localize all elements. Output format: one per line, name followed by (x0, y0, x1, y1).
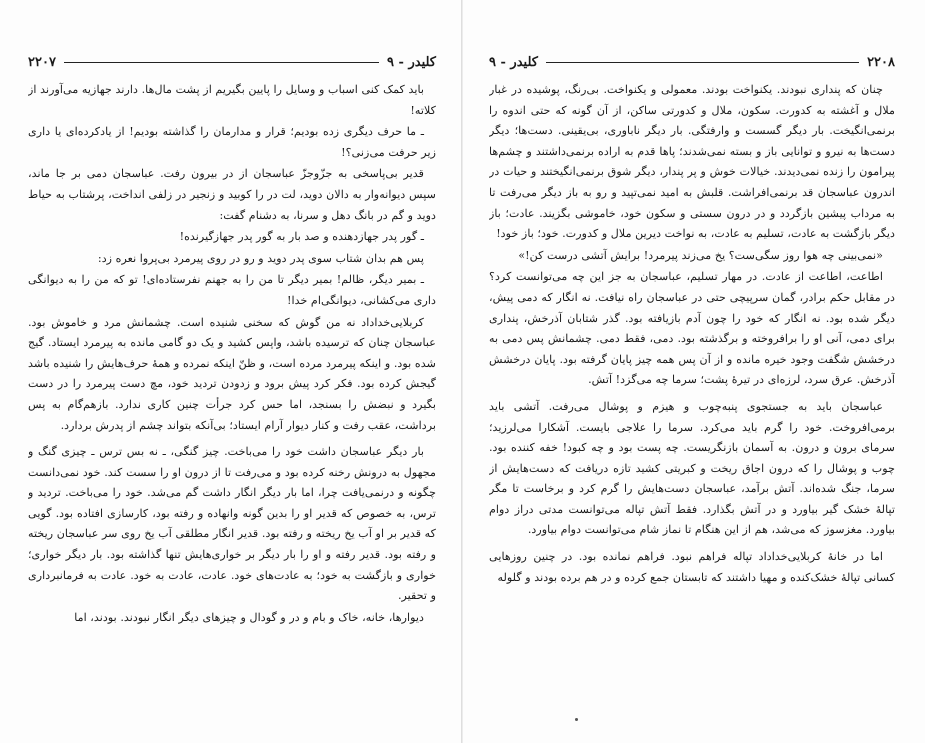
left-page-body (28, 80, 436, 715)
left-running-head: کلیدر - ۹ (387, 54, 436, 70)
paragraph: «نمی‌بینی چه هوا روز سگی‌ست؟ یخ می‌زند پیرمرد! برایش آتشی درست کن!» (518, 248, 883, 262)
paragraph: کربلایی‌خداداد نه من گوش که سخنی شنیده است. چشمانش مرد و خاموش بود. عباسجان چنان که ترسیده باشد، واپس کشید و یک دو گامی مانده به پیرمرد ایستاد. گیج شده بود. و اینکه پیرمرد مرده است، و ظنّ اینکه نمرده و همهٔ حرف‌هایش را شنیده باشد گیجش کرده بود. فکر کرد پیش برود و زدودن تردید خود، مچ دست پیرمرد را در دست بگیرد و نبضش را بسنجد، اما حس کرد جرأت چنین کاری ندارد. بازهم‌گام به پس برداشت، عقب رفت و کنار دیوار آرام ایستاد؛ بی‌آنکه بتواند چشم از پدرش بردارد. (28, 315, 436, 432)
paragraph: قدیر بی‌پاسخی به جزّوجزّ عباسجان از در بیرون رفت. عباسجان دمی بر جا ماند، سپس دیوانه‌وار به دالان دوید، لت در را کوبید و زنجیر در زلفی انداخت، پرشتاب به حیاط دوید و گم در بانگ دهل و سرنا، به دشنام گفت: (28, 167, 436, 222)
header-rule (64, 62, 379, 63)
paragraph: اطاعت، اطاعت از عادت. در مهار تسلیم، عباسجان به جز این چه می‌توانست کرد؟ در مقابل حکم برادر، گمان سرپیچی حتی در عباسجان راه نیافت. نه انگار که دمی پیش، دیگر شده بود. نه انگار که خود را چون آدم بازیافته بود. گذر شتابان آذرخش، پنداری برای دمی، آنی او را برافروخته و برگذشته بود. دمی، فقط دمی. چشمانش پس دمی به درخشش شگفت وجود خیره مانده و از آن پس همه چیز پایان گرفته بود. پایان درخشش آذرخش. عرق سرد، لرزه‌ای در تیرهٔ پشت؛ سرما چه می‌گزد! آتش. (489, 270, 895, 387)
paragraph: ـ بمیر دیگر، ظالم! بمیر دیگر تا من را به جهنم نفرستاده‌ای! تو که من را به دیوانگی داری می‌کشانی، دیوانگی‌ام خدا! (28, 273, 436, 307)
right-page-header (489, 52, 895, 72)
paragraph: ـ ما حرف دیگری زده بودیم؛ قرار و مدارمان را گذاشته بودیم! از یادکرده‌ای یا داری زیر حرفت می‌زنی؟! (28, 125, 436, 159)
left-page (0, 0, 462, 743)
print-speck (575, 718, 578, 721)
left-page-number: ۲۲۰۷ (28, 54, 56, 70)
right-page-body (489, 80, 895, 715)
paragraph: اما در خانهٔ کربلایی‌خداداد تپاله فراهم نبود. فراهم نمانده بود. در چنین روزهایی کسانی تپالهٔ خشک‌کنده و مهیا داشتند که تابستان جمع کرده و در هم برده بودند و گلوله (489, 550, 895, 584)
paragraph: بار دیگر عباسجان داشت خود را می‌باخت. چیز گنگی، ـ نه بس ترس ـ چیزی گنگ و مجهول به درونش رخنه کرده بود و می‌رفت تا از درون او را سست کند. خود نمی‌دانست چگونه و درنمی‌یافت چرا، اما بار دیگر انگار داشت گم می‌شد. خود را می‌باخت. تردید و ترس، به خصوص که قدیر او را بدین گونه وانهاده و رفته بود، کارسازی افتاده بود. گویی که قدیر بر او آب یخ ریخته و رفته بود. قدیر انگار مطلقی آب یخ روی سر عباسجان ریخته و رفته بود. قدیر رفته و او را بار دیگر بر خواری‌هایش تنها گذاشته بود. بار دیگر خواری؛ خواری و بازگشت به خود؛ به عادت‌های خود. عادت، عادت به خود. عادت به فرمانبرداری و تحقیر. (28, 445, 436, 603)
right-running-head: کلیدر - ۹ (489, 54, 538, 70)
header-rule (546, 62, 859, 63)
paragraph: عباسجان باید به جستجوی پنبه‌چوب و هیزم و پوشال می‌رفت. آتشی باید برمی‌افروخت. خود را گرم باید می‌کرد. سرما را علاجی بایست. آشکارا می‌لرزید؛ سرمای برون و درون. به آسمان بازنگریست. چه پست بود و چه کبود! خفه کننده بود. چوب و پوشال را که درون اجاق ریخت و کبریتی کشید تازه دریافت که دست‌هایش از سرما، جنگ شده‌اند. آتش برآمد، عباسجان دست‌هایش را گرم کرد و برخاست تا مگر تپالهٔ خشک گیر بیاورد و در آتش بگذارد. فقط آتش تپاله می‌توانست مدتی دراز دوام بیاورد. مغزسوز که می‌شد، هم از این هنگام تا نماز شام می‌توانست دوام بیاورد. (489, 399, 895, 537)
right-page-number: ۲۲۰۸ (867, 54, 895, 70)
paragraph: پس هم بدان شتاب سوی پدر دوید و رو در روی پیرمرد بی‌پروا نعره زد: (97, 251, 424, 265)
paragraph: ـ گور پدر جهازدهنده و صد بار به گور پدر جهازگیرنده! (179, 230, 424, 244)
left-page-header (28, 52, 436, 72)
right-page (463, 0, 925, 743)
paragraph: باید کمک کنی اسباب و وسایل را پایین بگیریم از پشت مال‌ها. دارند جهازیه می‌آورند از کلاته! (28, 83, 436, 117)
paragraph: دیوارها، خانه، خاک و بام و در و گودال و چیزهای دیگر انگار نبودند. بودند، اما (74, 610, 424, 624)
paragraph: چنان که پنداری نبودند. یکنواخت بودند. معمولی و یکنواخت. بی‌رنگ، پوشیده در غبار ملال و آغشته به کدورت. سکون، ملال و کدورتی ساکن، از آن گونه که حتی اندوه را برنمی‌انگیخت. بار دیگر گسست و وارفتگی. بار دیگر ناباوری، بی‌یقینی. دست‌ها؛ دیگر دست‌ها به نیرو و توانایی باز و بسته نمی‌شدند؛ پاها قدم به اراده برنمی‌داشتند و چشم‌ها پیرامون را زنده نمی‌دیدند. خیالات خوش و پر پندار، دیگر شوق برنمی‌انگیختند و حیات در اندرون عباسجان قد برنمی‌افراشت. قلبش به امید نمی‌تپید و رو به باز دیگر می‌رفت تا به مرداب پیشین بازگردد و در درون سستی و سکون خود، خاموشی بگزیند. عادت؛ باز دیگر بازگشت به عادت، تسلیم به عادت، به نواخت دیرین ملال و کدورت. خود؛ باز خود! (489, 83, 895, 241)
